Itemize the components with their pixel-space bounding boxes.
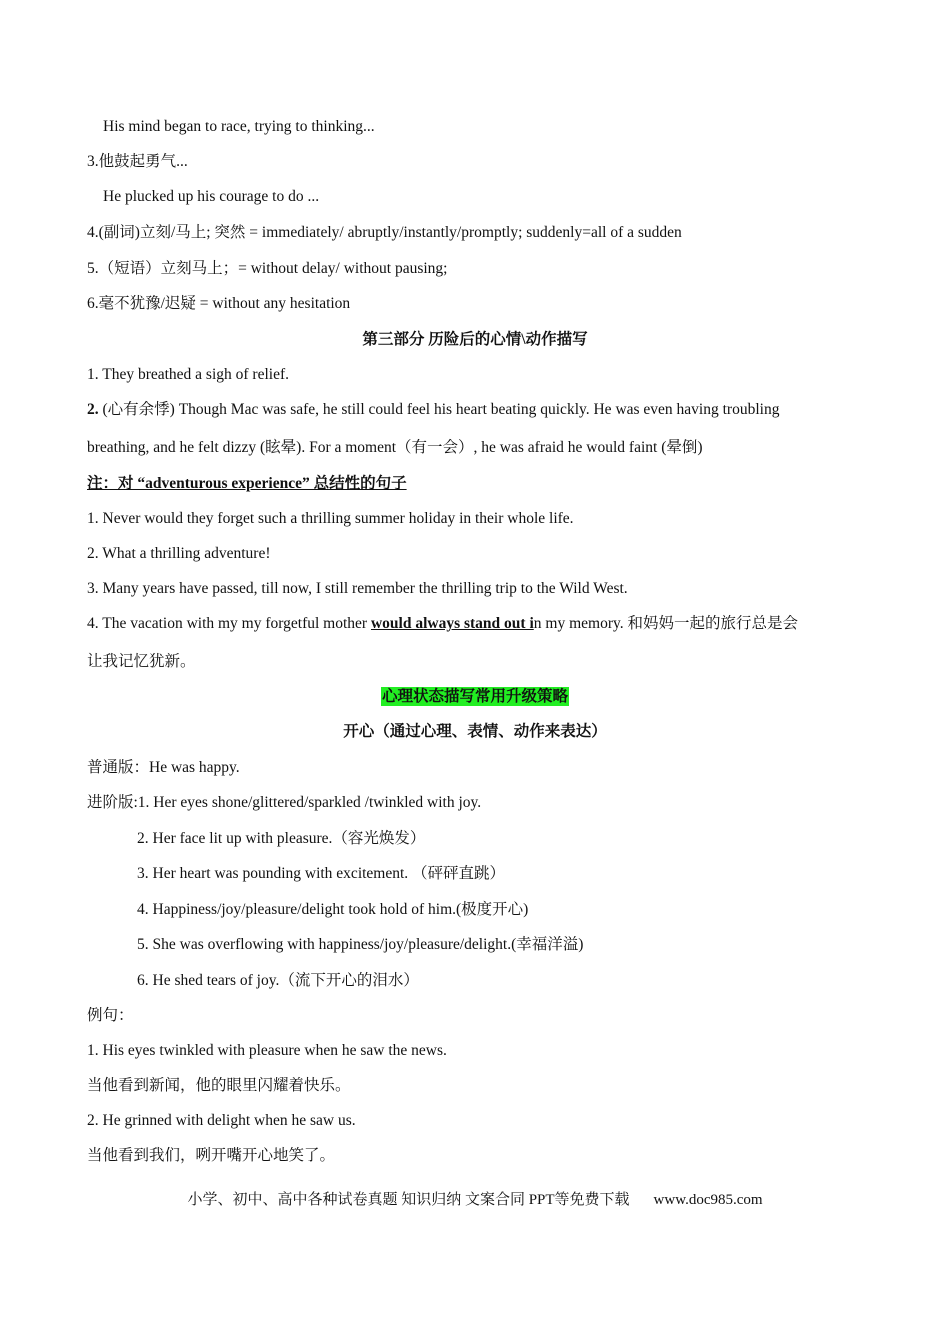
text-line: His mind began to race, trying to thinking...: [103, 118, 375, 135]
text-line: 进阶版:1. Her eyes shone/glittered/sparkled /twinkled with joy.: [87, 794, 482, 811]
text-line: 1. His eyes twinkled with pleasure when he saw the news.: [87, 1042, 447, 1059]
text-line: He plucked up his courage to do ...: [103, 188, 320, 205]
text-line: breathing, and he felt dizzy (眩晕). For a moment（有一会）, he was afraid he would faint (晕倒): [87, 439, 703, 456]
text-line: 3.他鼓起勇气...: [87, 153, 188, 170]
text-line: 1. Never would they forget such a thrilling summer holiday in their whole life.: [87, 510, 574, 527]
text-line: 3. Her heart was pounding with excitement. （砰砰直跳）: [137, 865, 506, 882]
subheading: 开心（通过心理、表情、动作来表达）: [343, 723, 607, 740]
text-line: 普通版：He was happy.: [87, 759, 240, 776]
text-line: 1. They breathed a sigh of relief.: [87, 366, 289, 383]
page-footer: [0, 1190, 950, 1210]
text-line: 2. Her face lit up with pleasure.（容光焕发）: [137, 830, 426, 847]
text-line: 6.毫不犹豫/迟疑 = without any hesitation: [87, 295, 351, 312]
text-line: 5. She was overflowing with happiness/joy/pleasure/delight.(幸福洋溢): [137, 936, 584, 953]
text-line: 当他看到我们，咧开嘴开心地笑了。: [87, 1147, 336, 1164]
text-line: 让我记忆犹新。: [87, 653, 196, 670]
section-heading: 第三部分 历险后的心情\动作描写: [362, 331, 588, 348]
text-line: 4. Happiness/joy/pleasure/delight took hold of him.(极度开心): [137, 901, 529, 918]
footer-text: 小学、初中、高中各种试卷真题 知识归纳 文案合同 PPT等免费下载: [187, 1192, 630, 1208]
text-line: 当他看到新闻，他的眼里闪耀着快乐。: [87, 1077, 351, 1094]
highlighted-heading: 心理状态描写常用升级策略: [381, 688, 568, 705]
text-span: n my memory. 和妈妈一起的旅行总是会: [533, 615, 798, 632]
text-line: [87, 400, 779, 420]
text-line: 2. He grinned with delight when he saw us.: [87, 1112, 356, 1129]
item-number: 2.: [87, 401, 99, 418]
text-span: 4. The vacation with my my forgetful mother: [87, 615, 371, 632]
note-heading: 注：对 “adventurous experience” 总结性的句子: [87, 475, 407, 492]
footer-url[interactable]: www.doc985.com: [653, 1192, 763, 1208]
text-line: 4.(副词)立刻/马上; 突然 = immediately/ abruptly/instantly/promptly; suddenly=all of a sudden: [87, 224, 682, 241]
underlined-phrase: would always stand out i: [370, 615, 534, 632]
text-line: 3. Many years have passed, till now, I still remember the thrilling trip to the Wild West.: [87, 580, 628, 597]
highlight-heading-row: [0, 687, 950, 707]
text-line: [87, 614, 798, 634]
item-text: (心有余悸) Though Mac was safe, he still could feel his heart beating quickly. He was even having troubling: [98, 401, 780, 418]
text-line: 5.（短语）立刻马上；= without delay/ without pausing;: [87, 260, 448, 277]
text-line: 例句：: [87, 1007, 134, 1024]
text-line: 6. He shed tears of joy.（流下开心的泪水）: [137, 972, 419, 989]
text-line: 2. What a thrilling adventure!: [87, 545, 271, 562]
